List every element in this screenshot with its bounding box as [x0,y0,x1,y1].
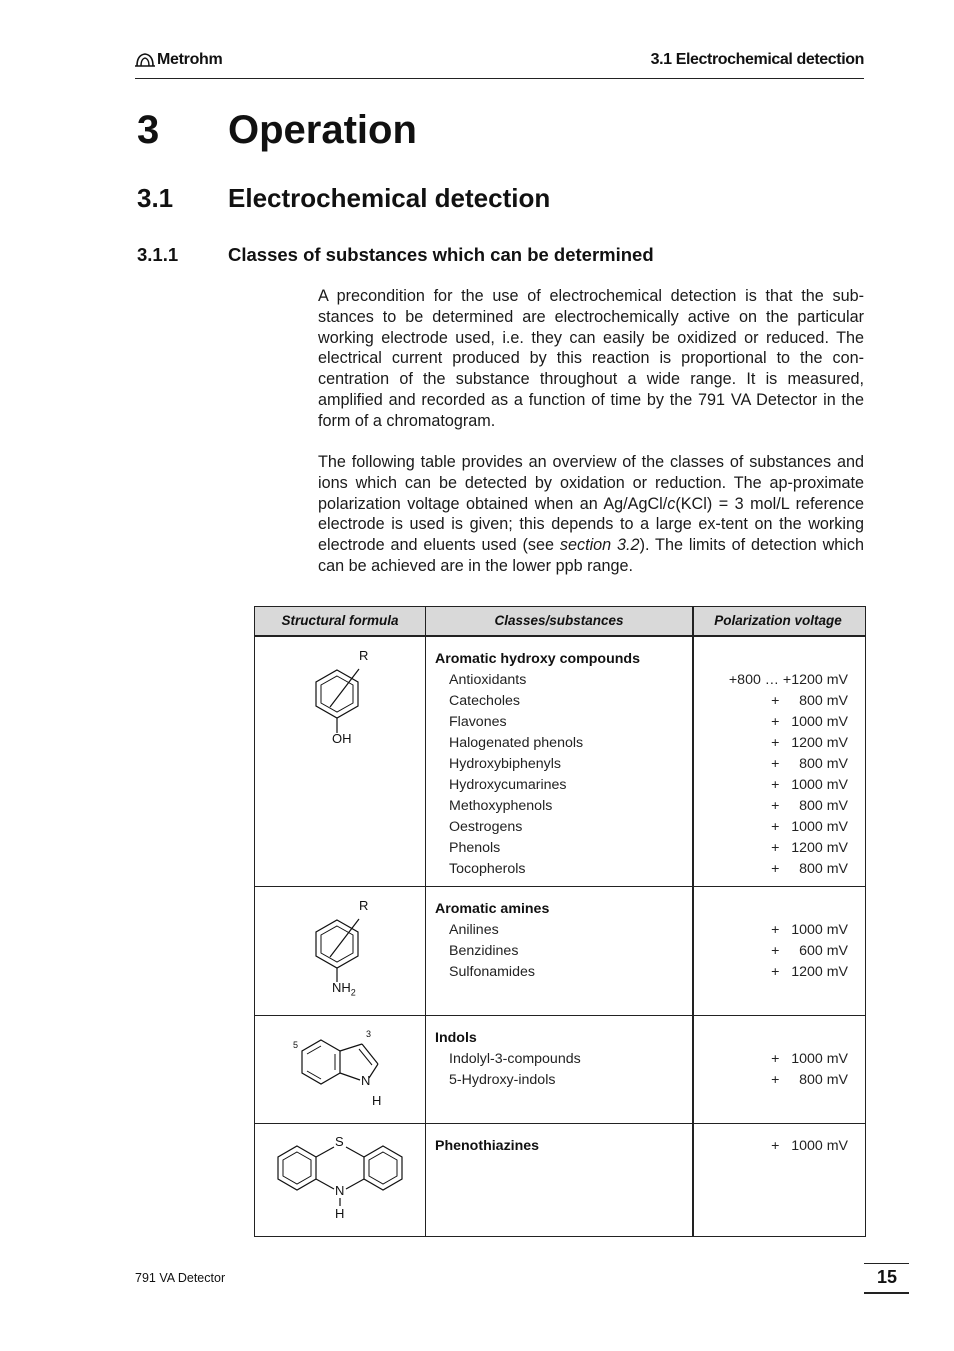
list-item: Halogenated phenols [449,735,584,751]
list-item: Tocopherols [449,861,526,877]
list-item: Indolyl-3-compounds [449,1051,581,1067]
voltage-value: + 1200 mV [771,840,848,856]
structure-cell [255,1016,426,1123]
voltage-cell [694,1124,862,1236]
page-number: 15 [876,1267,897,1287]
paragraph-text: ). The limits of detection which can be achieved are in the lower ppb range. [318,536,864,575]
structure-cell [255,1124,426,1236]
classes-cell [426,1016,694,1123]
section-reference: section 3.2 [559,536,640,555]
voltage-value: + 800 mV [771,861,848,877]
running-section-title: 3.1 Electrochemical detection [650,51,864,68]
list-item: Hydroxybiphenyls [449,756,561,772]
list-item: Catecholes [449,693,520,709]
voltage-value: + 1000 mV [771,1051,848,1067]
voltage-cell [694,637,862,886]
voltage-value: + 1000 mV [771,714,848,730]
hydroxy-label: OH [332,731,352,746]
hydrogen-label: H [372,1093,382,1108]
amine-label [332,980,356,998]
voltage-value: + 600 mV [771,943,848,959]
section-title: Electrochemical detection [228,183,551,213]
list-item: 5-Hydroxy-indols [449,1072,556,1088]
paragraph-text: The following table provides an overview of the classes of substances and ions which can be detected by oxidation or reduction. The ap-proximate polarization voltage obtained when an Ag/AgCl/ [318,453,864,513]
list-item: Phenols [449,840,501,856]
indole-structure-icon [255,1016,425,1123]
table-row [255,636,865,886]
metrohm-logo-icon [135,52,155,68]
brand-logo [135,51,222,69]
structure-cell [255,637,426,886]
list-item: Sulfonamides [449,964,535,980]
position-5-label: 5 [293,1040,299,1050]
voltage-value: + 800 mV [771,756,848,772]
voltage-value: + 1000 mV [771,819,848,835]
sulfur-label: S [335,1134,344,1149]
hydrogen-label: H [335,1206,345,1221]
brand-name: Metrohm [157,51,223,68]
group-title: Phenothiazines [435,1138,540,1154]
voltage-value: +800 … +1200 mV [728,672,848,688]
voltage-value: + 800 mV [771,693,848,709]
group-title: Aromatic amines [435,901,550,917]
amine-label-text: NH [332,980,351,995]
chapter-title: Operation [228,108,417,152]
header-structural-formula: Structural formula [255,607,426,635]
classes-cell [426,637,694,886]
list-item: Methoxyphenols [449,798,553,814]
intro-paragraph: A precondition for the use of electrochemical detection is that the sub-stances to be determined are electrochemically active on the particular working electrode used, i.e. they can easily be oxidized or reduced. The electrical current produced by this reaction is proportional to the con-centration of the substance throughout a wide range. It is measured, amplified and recorded as a function of time by the 791 VA Detector in the form of a chromatogram. [318,287,864,430]
substituent-label: R [359,648,369,663]
table-row [255,1123,865,1236]
list-item: Benzidines [449,943,519,959]
page-header [135,48,864,79]
structure-cell [255,887,426,1015]
section-number: 3.1 [137,183,174,213]
paragraph-text: (KCl) = 3 mol/L reference electrode is used is given; this depends to a large ex-tent on the working electrode and eluents used (see [318,494,864,555]
list-item: Hydroxycumarines [449,777,567,793]
concentration-symbol: c [667,494,676,513]
classes-cell [426,1124,694,1236]
nitrogen-label: N [361,1073,371,1088]
amine-label-subscript: 2 [350,987,356,998]
voltage-cell [694,1016,862,1123]
list-item: Anilines [449,922,499,938]
voltage-value: + 1200 mV [771,964,848,980]
voltage-value: + 1000 mV [771,1138,848,1154]
list-item: Antioxidants [449,672,527,688]
voltage-value: + 800 mV [771,1072,848,1088]
header-polarization-voltage: Polarization voltage [714,613,842,628]
position-3-label: 3 [366,1029,372,1039]
nitrogen-label: N [335,1183,345,1198]
page-number-box [864,1263,909,1294]
voltage-cell [694,887,862,1015]
phenol-structure-icon [255,637,425,767]
table-row [255,886,865,1015]
table-intro-paragraph [318,452,864,577]
substance-table [254,606,866,1237]
voltage-value: + 1000 mV [771,777,848,793]
table-header-row [255,607,865,636]
substituent-label: R [359,898,369,913]
subsection-number: 3.1.1 [137,244,179,265]
group-title: Aromatic hydroxy compounds [435,651,640,667]
voltage-value: + 800 mV [771,798,848,814]
chapter-number: 3 [137,108,160,152]
classes-cell [426,887,694,1015]
list-item: Flavones [449,714,507,730]
footer-product-name: 791 VA Detector [135,1271,226,1285]
voltage-value: + 1200 mV [771,735,848,751]
subsection-title: Classes of substances which can be determined [228,244,654,265]
voltage-value: + 1000 mV [771,922,848,938]
header-classes: Classes/substances [426,607,694,635]
group-title: Indols [435,1030,477,1046]
list-item: Oestrogens [449,819,523,835]
table-row [255,1015,865,1123]
